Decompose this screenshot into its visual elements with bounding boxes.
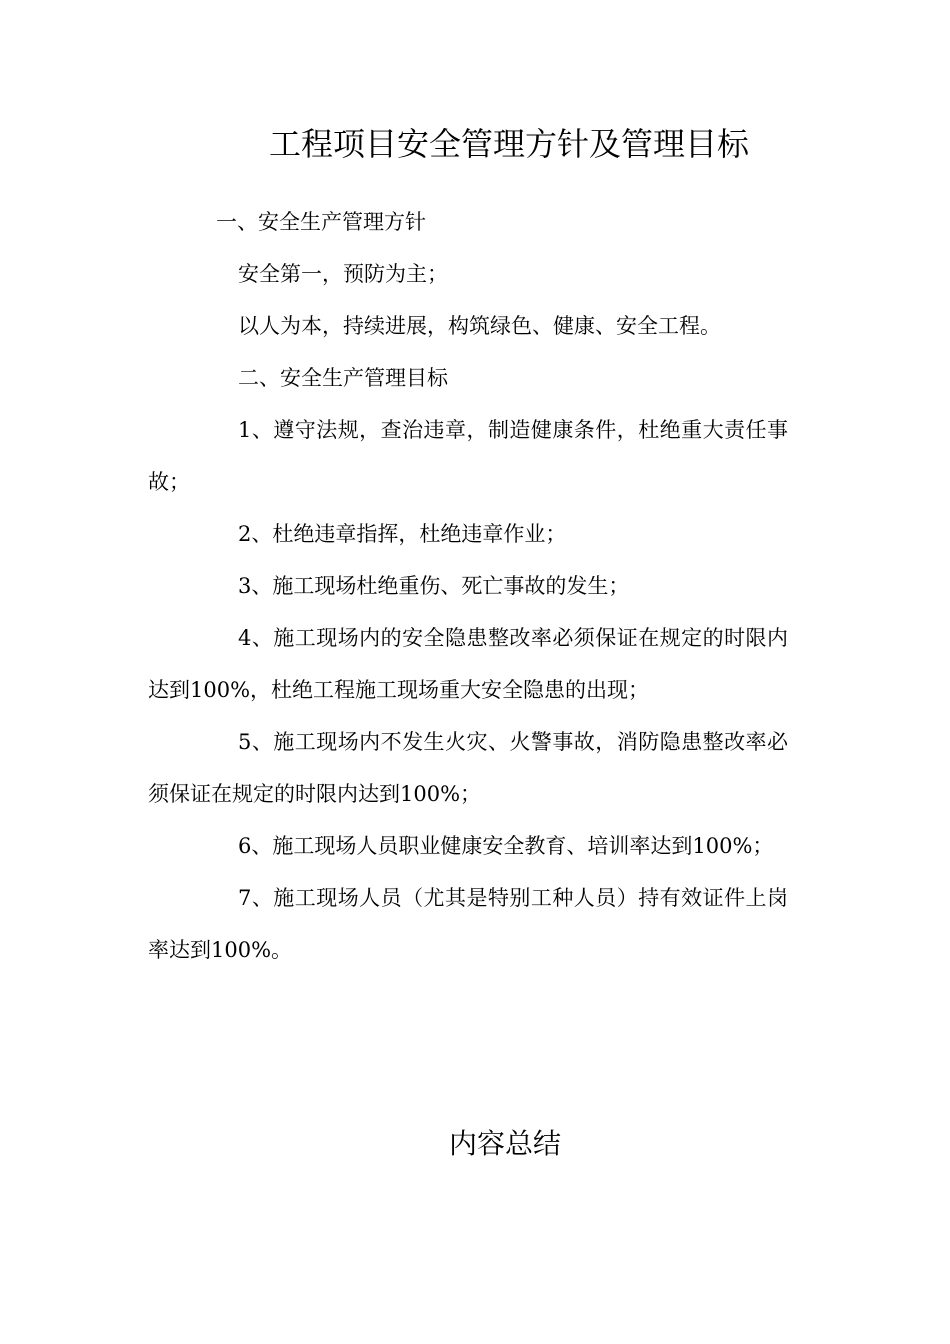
section-heading-goals: 二、安全生产管理目标 [238, 366, 448, 390]
goal-item-3: 3、施工现场杜绝重伤、死亡事故的发生； [238, 574, 630, 598]
document-title-text: 工程项目安全管理方针及管理目标 [268, 125, 749, 163]
document-body [148, 196, 788, 976]
goal-item-6: 6、施工现场人员职业健康安全教育、培训率达到100%； [238, 834, 774, 858]
policy-line-1: 安全第一，预防为主； [238, 262, 448, 286]
goal-item-4: 4、施工现场内的安全隐患整改率必须保证在规定的时限内达到100%，杜绝工程施工现场重大安全隐患的出现； [148, 626, 788, 702]
section-heading-policy: 一、安全生产管理方针 [216, 210, 426, 234]
goal-item-2: 2、杜绝违章指挥，杜绝违章作业； [238, 522, 567, 546]
policy-line-2: 以人为本，持续进展，构筑绿色、健康、安全工程。 [238, 314, 721, 338]
document-title [0, 120, 950, 168]
goal-item-1: 1、遵守法规，查治违章，制造健康条件，杜绝重大责任事故； [148, 418, 788, 494]
goal-item-7: 7、施工现场人员（尤其是特别工种人员）持有效证件上岗率达到100%。 [148, 886, 788, 962]
summary-heading: 内容总结 [448, 1127, 561, 1160]
goal-item-5: 5、施工现场内不发生火灾、火警事故，消防隐患整改率必须保证在规定的时限内达到100%； [148, 730, 788, 806]
